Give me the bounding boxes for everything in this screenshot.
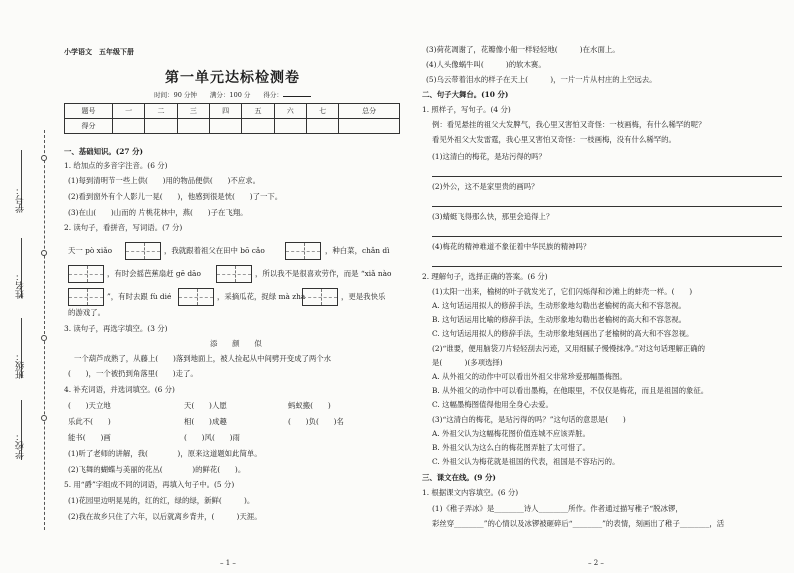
answer-line[interactable]: [432, 236, 782, 237]
answer-grid[interactable]: [68, 265, 104, 283]
answer-grid[interactable]: [285, 242, 321, 260]
q2-text-b2: ，所以我不是很喜欢劳作，而是 “xiǎ nào: [255, 269, 392, 278]
q5-sentence-5: (5)乌云带着泪水的样子在天上( )，一片一片从村庄的上空远去。: [426, 75, 657, 84]
cut-line: [44, 130, 45, 530]
rewrite-3: (3)蜻蜓飞得那么快，那里会追得上？: [432, 212, 554, 221]
school-label: 学校：: [16, 432, 26, 459]
answer-line[interactable]: [432, 206, 782, 207]
section-2-title: 二、句子大舞台。(10 分): [422, 90, 509, 99]
mc-2-c: C. 这幅墨梅图值得他用全身心去爱。: [432, 400, 553, 409]
question-1-2: (2)看到窗外有个人影儿一晃( )，他感到很是恍( )了一下。: [68, 192, 283, 201]
score-table: [64, 103, 400, 134]
mc-2-b: B. 从外祖父的动作中可以看出墨梅，在他眼里，不仅仅是梅花，而且是祖国的象征。: [432, 386, 709, 395]
section-1-title: 一、基础知识。(27 分): [64, 147, 143, 156]
page-number: – 2 –: [588, 558, 604, 567]
q5-sentence-2: (2)我在故乡只住了六年，以后就离乡背井，( )天涯。: [68, 512, 262, 521]
q3-line-1: 一个葫芦成熟了，从藤上( )落到地面上，被人捡起从中间劈开变成了两个水: [74, 354, 332, 363]
score-table-row: 得分: [65, 119, 400, 134]
mc-3-a: A. 外祖父认为这幅梅花图价值连城不应该弄脏。: [432, 429, 590, 438]
score-cell[interactable]: [209, 119, 241, 134]
page-number: – 1 –: [220, 558, 236, 567]
q2-text-a3: ，种白菜，chǎn dì: [325, 246, 390, 255]
answer-grid[interactable]: [68, 288, 104, 306]
section-3-q1: 1. 根据课文内容填空。(6 分): [422, 488, 519, 497]
q4-word: ( )负( )名: [288, 417, 344, 426]
section-2-q2: 2. 理解句子，选择正确的答案。(6 分): [422, 272, 548, 281]
answer-grid[interactable]: [178, 288, 214, 306]
rewrite-4: (4)梅花的精神难道不象征着中华民族的精神吗？: [432, 242, 591, 251]
answer-grid[interactable]: [216, 265, 252, 283]
rewrite-1: (1)这清白的梅花，是玷污得的吗？: [432, 152, 546, 161]
mc-1: (1)太阳一出来，榆树的叶子就发光了，它们闪烁得和沙滩上的蚌壳一样。( ): [432, 287, 693, 296]
q4-word: ( )天立地: [68, 401, 111, 410]
q4-word: 相( )成趣: [184, 417, 227, 426]
mc-3: (3)“这清白的梅花，是玷污得的吗？”这句话的意思是( ): [432, 415, 626, 424]
class-label: 班级：: [16, 352, 26, 379]
q4-word: 蚂蚁搬( ): [288, 401, 331, 410]
rewrite-2: (2)外公，这不是家里贵的画吗？: [432, 182, 539, 191]
q2-text-a2: ，我就跟着祖父在田中 bō cǎo: [164, 246, 265, 255]
answer-line[interactable]: [432, 176, 782, 177]
question-1-3: (3)在山( )山而的 片桃花林中，燕( )子在飞翔。: [68, 208, 248, 217]
binding-margin: [0, 0, 58, 573]
score-cell[interactable]: [145, 119, 177, 134]
fill-line-1: (1)《稚子弄冰》是________诗人________所作。作者通过描写稚子“脱冰锣，: [432, 504, 683, 513]
score-cell[interactable]: [242, 119, 274, 134]
fill-line-2: 彩丝穿________”的心情以及冰锣被砸碎后“________”的表情，刻画出了稚子________，活: [432, 519, 725, 528]
q4-sentence-1: (1)听了老师的讲解，我( )，原来这道题如此简单。: [68, 449, 262, 458]
q2-text-b1: ，有时会摇芭蕉扇赶 gē dāo: [107, 269, 201, 278]
name-label: 姓名：: [16, 272, 26, 299]
page-right: [418, 0, 788, 573]
q4-word: 乐此不( ): [68, 417, 111, 426]
question-1: 1. 给加点的多音字注音。(6 分): [64, 161, 168, 170]
q3-line-2: ( )，一个被扔到角落里( )走了。: [68, 369, 198, 378]
example-line-1: 例：看见悬挂的祖父大发脾气，我心里又害怕又奇怪：一枝画梅，有什么稀罕的呢？: [432, 120, 706, 129]
score-cell[interactable]: [113, 119, 145, 134]
mc-3-c: C. 外祖父认为梅花就是祖国的代表，祖国是不容玷污的。: [432, 457, 620, 466]
mc-3-b: B. 外祖父认为这么白的梅花图弄脏了太可惜了。: [432, 443, 590, 452]
exam-title: 第一单元达标检测卷: [165, 70, 300, 86]
q4-word: ( )风( )雨: [184, 433, 240, 442]
q4-word: 天( )人愿: [184, 401, 227, 410]
q2-text-d: 的游戏了。: [68, 308, 105, 317]
q5-sentence-1: (1)花园里边明晃晃的，红的红，绿的绿，新鲜( )。: [68, 496, 255, 505]
q2-text-a1: 天一 pò xiǎo: [68, 246, 113, 255]
question-2: 2. 读句子，看拼音，写词语。(7 分): [64, 223, 183, 232]
binding-hole: [41, 250, 47, 256]
mc-2-stem: 是( )(多项选择): [432, 358, 503, 367]
binding-hole: [41, 335, 47, 341]
q5-sentence-4: (4)人头像蜗牛叫( )的软木赛。: [426, 60, 546, 69]
mc-1-a: A. 这句话运用拟人的修辞手法，生动形象地勾勒出老榆树的高大和不容忽视。: [432, 301, 686, 310]
q2-text-c1: ”，有时去跟 fù dié: [107, 292, 172, 301]
section-2-q1: 1. 照样子，写句子。(4 分): [422, 105, 511, 114]
q5-sentence-3: (3)荷花凋谢了，花瓣像小船一样轻轻地( )在水面上。: [426, 45, 620, 54]
score-cell[interactable]: [339, 119, 400, 134]
question-5: 5. 用“爵”字组成不同的词语，再填入句子中。(5 分): [64, 480, 235, 489]
mc-2-a: A. 从外祖父的动作中可以看出外祖父非常珍爱那幅墨梅图。: [432, 372, 627, 381]
answer-grid[interactable]: [125, 242, 161, 260]
q4-sentence-2: (2)飞舞的蝴蝶与美丽的花丛( )的鲜花( )。: [68, 465, 246, 474]
question-4: 4. 补充词语，并选词填空。(6 分): [64, 385, 175, 394]
q4-word: 能书( )画: [68, 433, 111, 442]
score-cell[interactable]: [177, 119, 209, 134]
score-cell[interactable]: [306, 119, 338, 134]
answer-line[interactable]: [432, 266, 782, 267]
q2-text-c2: ，采摘瓜花，捉绿 mà zhà: [217, 292, 306, 301]
q2-text-c3: ，更是我快乐: [341, 292, 386, 301]
student-number-label: 学号：: [16, 186, 26, 213]
binding-hole: [41, 415, 47, 421]
exam-info: 时间：90 分钟 满分：100 分 得分：: [60, 92, 405, 99]
answer-grid[interactable]: [302, 288, 338, 306]
mc-2: (2)“谁要，便用脑袋刀片轻轻刮去污迹，又用细腻子慢慢抹净。”对这句话理解正确的: [432, 344, 706, 353]
question-3: 3. 读句子，再选字填空。(3 分): [64, 324, 168, 333]
subject-header: 小学语文 五年级下册: [64, 47, 134, 56]
score-table-header: 题号 一 二 三 四 五 六 七 总分: [65, 104, 400, 119]
example-line-2: 看见外祖父大发雷霆，我心里又害怕又奇怪：一枝画梅，没有什么稀罕的。: [432, 135, 676, 144]
mc-1-c: C. 这句话运用拟人的修辞手法，生动形象地刻画出了老榆树的高大和不容忽视。: [432, 329, 694, 338]
score-cell[interactable]: [274, 119, 306, 134]
section-3-title: 三、课文在线。(9 分): [422, 473, 496, 482]
page-left: [60, 0, 405, 573]
question-1-1: (1)每到清明节一些上供( )用的物品便供( )不应求。: [68, 176, 260, 185]
q3-choices: 添 颜 似: [210, 339, 262, 348]
mc-1-b: B. 这句话运用比喻的修辞手法，生动形象地勾勒出老榆树的高大和不容忽视。: [432, 315, 687, 324]
binding-hole: [41, 155, 47, 161]
